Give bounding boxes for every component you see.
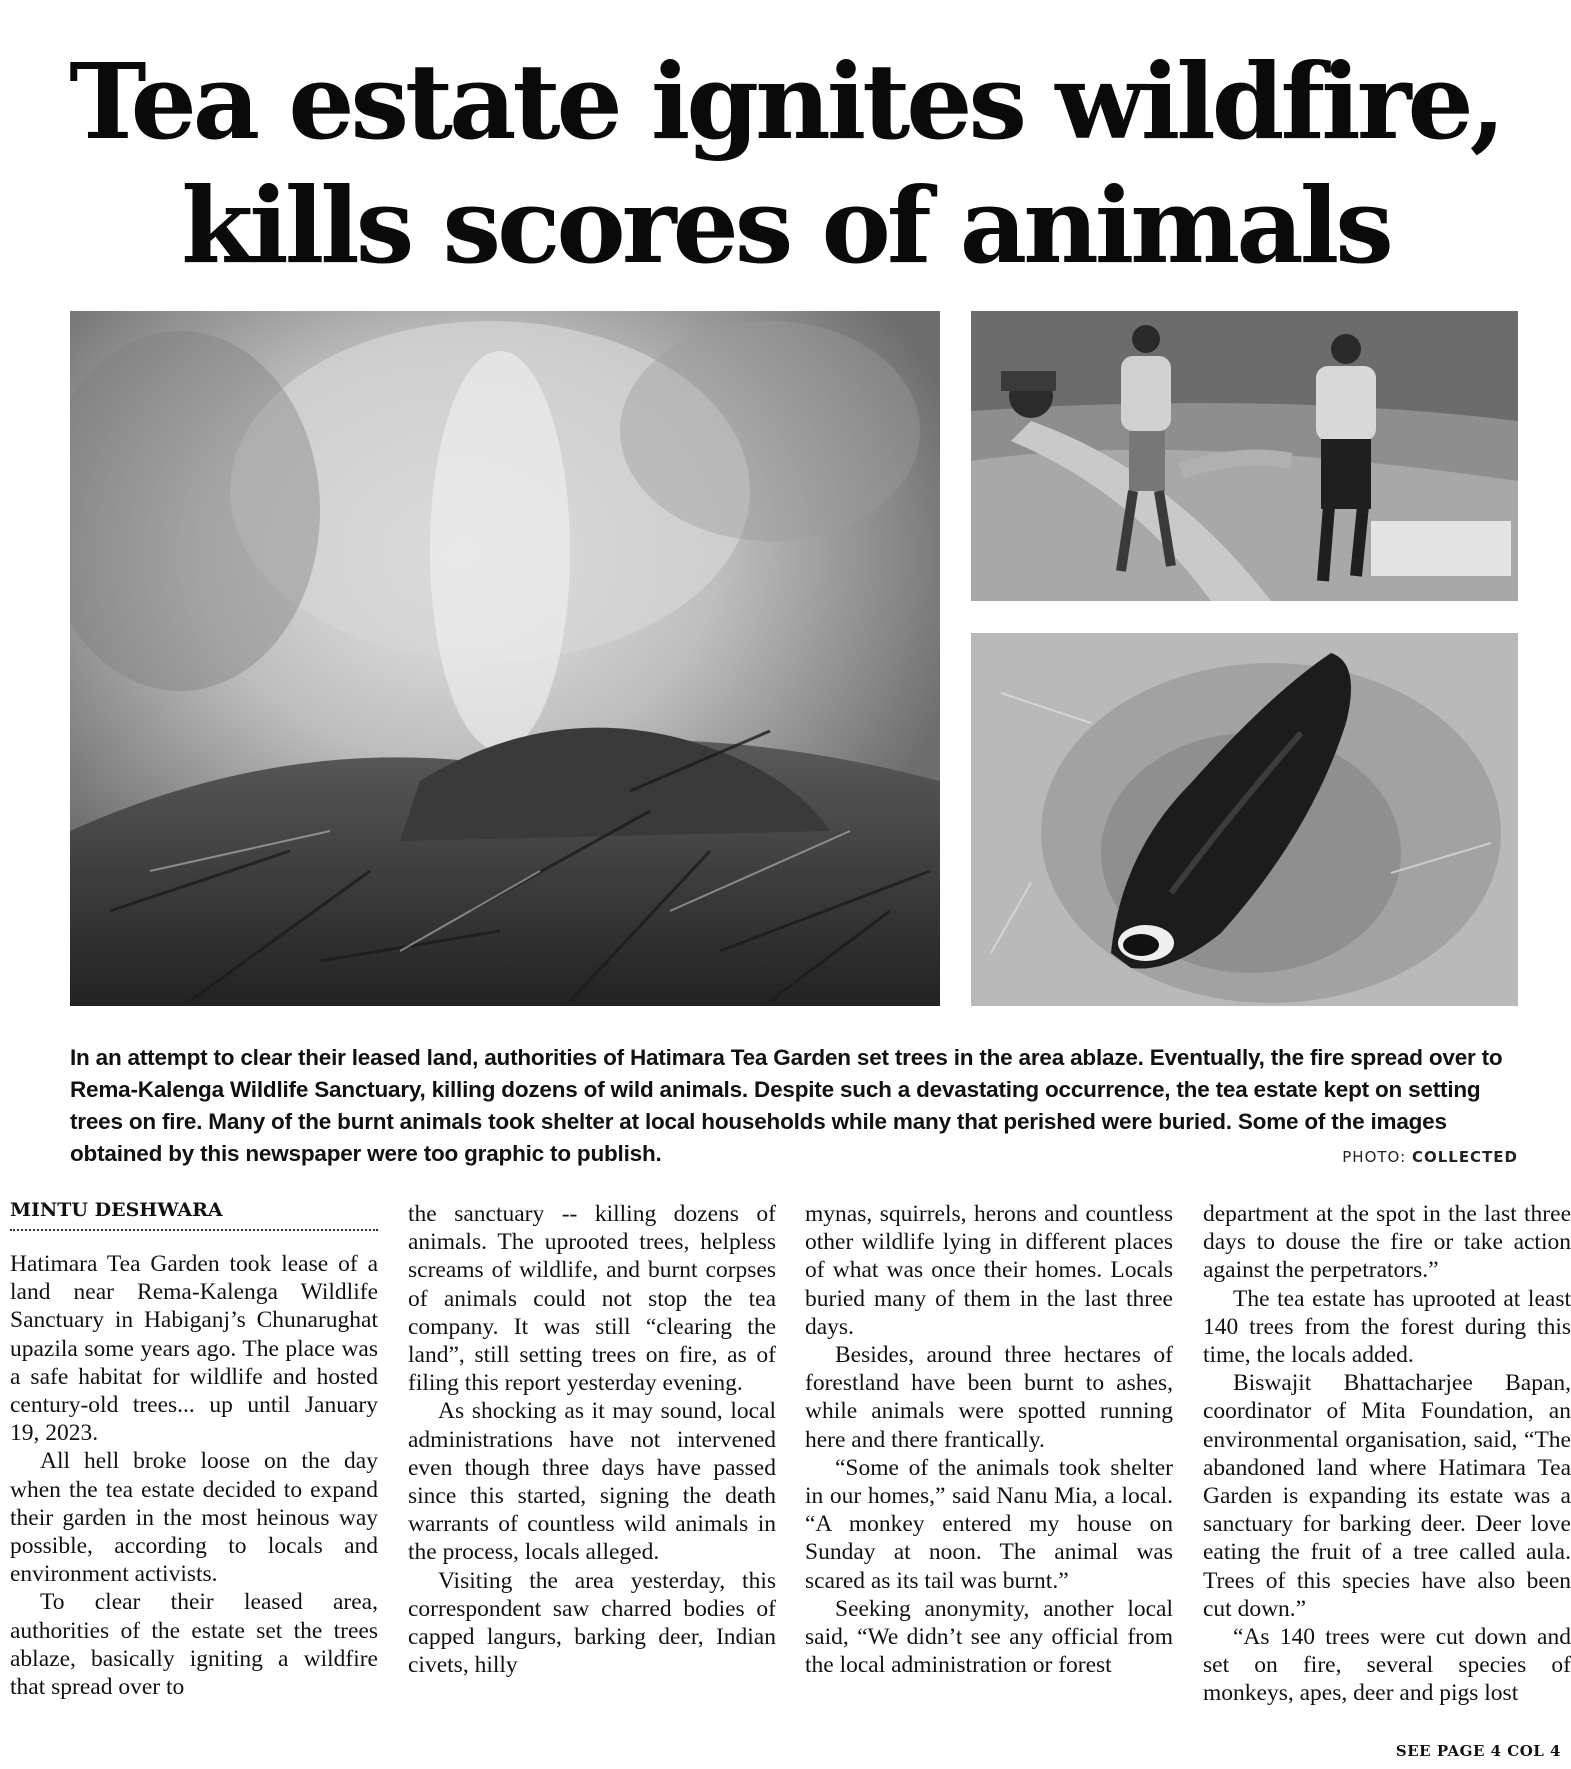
byline: MINTU DESHWARA xyxy=(10,1199,378,1231)
article-column-2 xyxy=(408,1200,776,1679)
paragraph: the sanctuary -- killing dozens of animals. The uprooted trees, helpless screams of wildlife, and burnt corpses of animals could not stop the tea company. It was still “clearing the land”, still setting trees on fire, as of filing this report yesterday evening. xyxy=(408,1201,776,1397)
paragraph: Visiting the area yesterday, this correspondent saw charred bodies of capped langurs, barking deer, Indian civets, hilly xyxy=(408,1567,776,1679)
photo-caption: In an attempt to clear their leased land, authorities of Hatimara Tea Garden set trees in the area ablaze. Eventually, the fire spread over to Rema-Kalenga Wildlife Sanctuary, killing dozens of wild animals. Despite such a devastating occurrence, the tea estate kept on setting trees on fire. Many of the burnt animals took shelter at local households while many that perished were buried. Some of the images obtained by this newspaper were too graphic to publish. xyxy=(70,1045,1503,1166)
paragraph: Biswajit Bhattacharjee Bapan, coordinator of Mita Foundation, an environmental organisation, said, “The abandoned land where Hatimara Tea Garden is expanding its estate was a sanctuary for barking deer. Deer love eating the fruit of a tree called aula. Trees of this species have also been cut down.” xyxy=(1203,1370,1571,1622)
photo-credit-prefix: PHOTO: xyxy=(1342,1148,1412,1166)
photo-burnt-bird xyxy=(971,633,1518,1006)
paragraph: To clear their leased area, authorities of the estate set the trees ablaze, basically igniting a wildfire that spread over to xyxy=(10,1589,378,1701)
photo-men-carrying-animal xyxy=(971,311,1518,601)
photo-credit-source: COLLECTED xyxy=(1411,1148,1518,1166)
photo-men-carrying-animal-image xyxy=(971,311,1518,601)
paragraph: “As 140 trees were cut down and set on fire, several species of monkeys, apes, deer and pigs lost xyxy=(1203,1624,1571,1707)
photo-credit xyxy=(1342,1148,1518,1166)
article-column-4 xyxy=(1203,1200,1571,1708)
paragraph: Besides, around three hectares of forestland have been burnt to ashes, while animals were spotted running here and there frantically. xyxy=(805,1342,1173,1453)
paragraph: department at the spot in the last three days to douse the fire or take action against the perpetrators.” xyxy=(1203,1201,1571,1284)
paragraph: Seeking anonymity, another local said, “We didn’t see any official from the local administration or forest xyxy=(805,1595,1173,1679)
paragraph: As shocking as it may sound, local administrations have not intervened even though three days have passed since this started, signing the death warrants of countless wild animals in the process, locals alleged. xyxy=(408,1398,776,1566)
paragraph: Hatimara Tea Garden took lease of a land near Rema-Kalenga Wildlife Sanctuary in Habiganj’s Chunarughat upazila some years ago. The place was a safe habitat for wildlife and hosted century-old trees... up until January 19, 2023. xyxy=(10,1251,378,1447)
photo-burnt-bird-image xyxy=(971,633,1518,1006)
photo-burning-undergrowth-image xyxy=(70,311,940,1006)
article-column-3 xyxy=(805,1200,1173,1679)
headline-line-1: Tea estate ignites wildfire, xyxy=(69,40,1502,163)
paragraph: “Some of the animals took shelter in our homes,” said Nanu Mia, a local. “A monkey entered my house on Sunday at noon. The animal was scared as its tail was burnt.” xyxy=(805,1454,1173,1594)
paragraph: The tea estate has uprooted at least 140 trees from the forest during this time, the locals added. xyxy=(1203,1285,1571,1369)
continuation-jump: SEE PAGE 4 COL 4 xyxy=(1395,1742,1561,1760)
photo-burning-undergrowth xyxy=(70,311,940,1006)
article-column-1 xyxy=(10,1250,378,1701)
paragraph: mynas, squirrels, herons and countless other wildlife lying in different places of what was once their homes. Locals buried many of them in the last three days. xyxy=(805,1201,1173,1340)
headline-line-2: kills scores of animals xyxy=(181,164,1390,287)
paragraph: All hell broke loose on the day when the tea estate decided to expand their garden in the most heinous way possible, according to locals and environment activists. xyxy=(10,1448,378,1588)
headline xyxy=(20,40,1551,288)
